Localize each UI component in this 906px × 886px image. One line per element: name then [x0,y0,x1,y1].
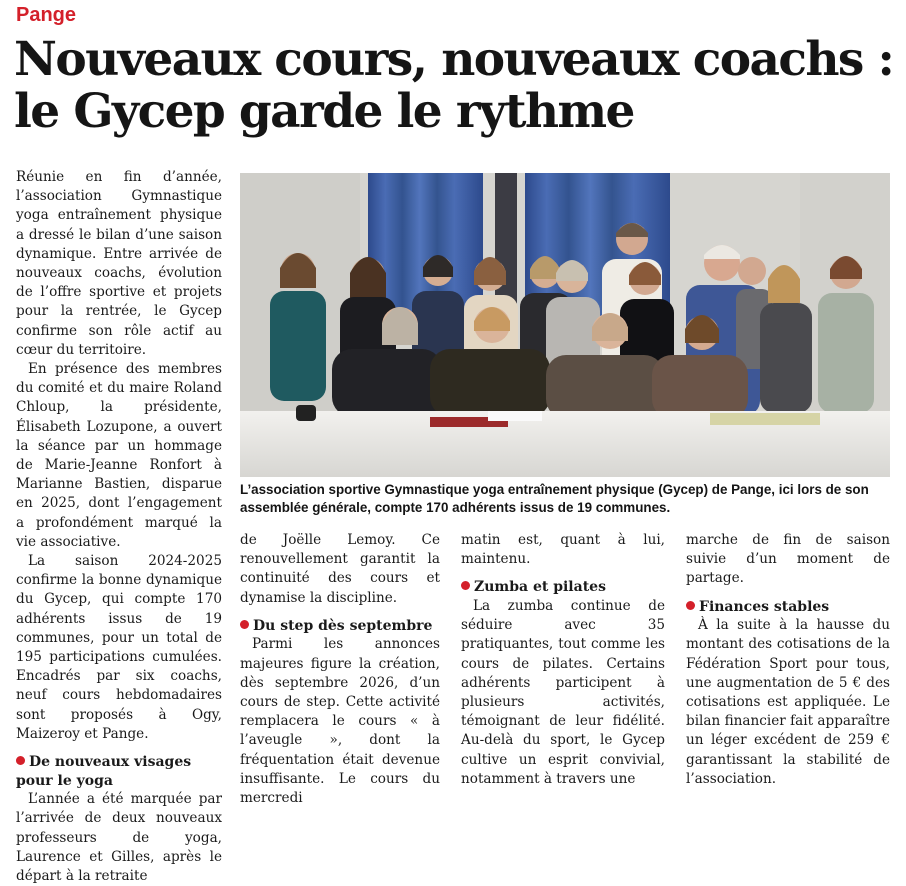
paragraph-yoga-continued: de Joëlle Lemoy. Ce renouvellement garantit la continuité des cours et dynamise la discipline. [240,532,440,606]
headline [14,34,893,138]
subhead-zumba-text: Zumba et pilates [474,579,606,596]
headline-line-2: le Gycep garde le rythme [14,84,634,139]
article-column-4 [686,531,890,789]
subhead-finances [686,598,890,617]
headline-line-1: Nouveaux cours, nouveaux coachs : [14,32,894,87]
subhead-step [240,617,440,636]
article-column-1 [16,168,222,886]
red-bullet-icon [16,756,25,765]
red-bullet-icon [461,581,470,590]
paragraph-finances: À la suite à la hausse du montant des cotisations de la Fédération Sport pour tous, une augmentation de 5 € des cotisations est appliquée. Le bilan financier fait apparaître un léger excédent de 259 € garantissant la stabilité de l’association. [686,617,890,787]
paragraph-intro: Réunie en fin d’année, l’association Gymnastique yoga entraînement physique a dressé le bilan d’une saison dynamique. Entre arrivée de nouveaux coachs, évolution de l’offre sportive et projets pour la rentrée, le Gycep confirme son rôle actif au cœur du territoire. [16,169,222,358]
paragraph-zumba-continued: marche de fin de saison suivie d’un moment de partage. [686,532,890,587]
subhead-step-text: Du step dès septembre [253,617,433,634]
group-photo [240,173,890,477]
paragraph-zumba: La zumba continue de séduire avec 35 pratiquantes, tout comme les cours de pilates. Certains adhérents participent à plusieurs activités, témoignant de leur fidélité. Au-delà du sport, le Gycep cultive un esprit convivial, notamment à travers une [461,597,665,787]
photo-caption: L’association sportive Gymnastique yoga entraînement physique (Gycep) de Pange, ici lors de son assemblée générale, compte 170 adhérents issus de 19 communes. [240,482,869,515]
section-kicker: Pange [16,4,77,26]
article-column-3 [461,531,665,789]
subhead-finances-text: Finances stables [699,598,830,615]
subhead-yoga [16,753,222,790]
article-column-2 [240,531,440,808]
subhead-zumba [461,578,665,597]
paragraph-assembly: En présence des membres du comité et du maire Roland Chloup, la présidente, Élisabeth Lozupone, a ouvert la séance par un hommage de Marie-Jeanne Ronfort à Marianne Bastien, disparue en 2025, dont l’engagement a profondément marqué la vie associative. [16,361,222,550]
paragraph-step: Parmi les annonces majeures figure la création, dès septembre 2026, d’un cours de step. Cette activité remplacera le cours « à l’aveugle », dont la fréquentation était devenue insuffisante. Le cours du mercredi [240,636,440,806]
paragraph-step-continued: matin est, quant à lui, maintenu. [461,532,665,568]
red-bullet-icon [686,601,695,610]
red-bullet-icon [240,620,249,629]
group-photo-illustration [240,173,890,477]
subhead-yoga-text: De nouveaux visages pour le yoga [16,754,192,789]
paragraph-yoga: L’année a été marquée par l’arrivée de deux nouveaux professeurs de yoga, Laurence et Gilles, après le départ à la retraite [16,791,222,884]
paragraph-season: La saison 2024-2025 confirme la bonne dynamique du Gycep, qui compte 170 adhérents issus de 19 communes, pour un total de 195 participations cumulées. Encadrés par six coachs, neuf cours hebdomadaires sont proposés à Ogy, Maizeroy et Pange. [16,553,222,742]
